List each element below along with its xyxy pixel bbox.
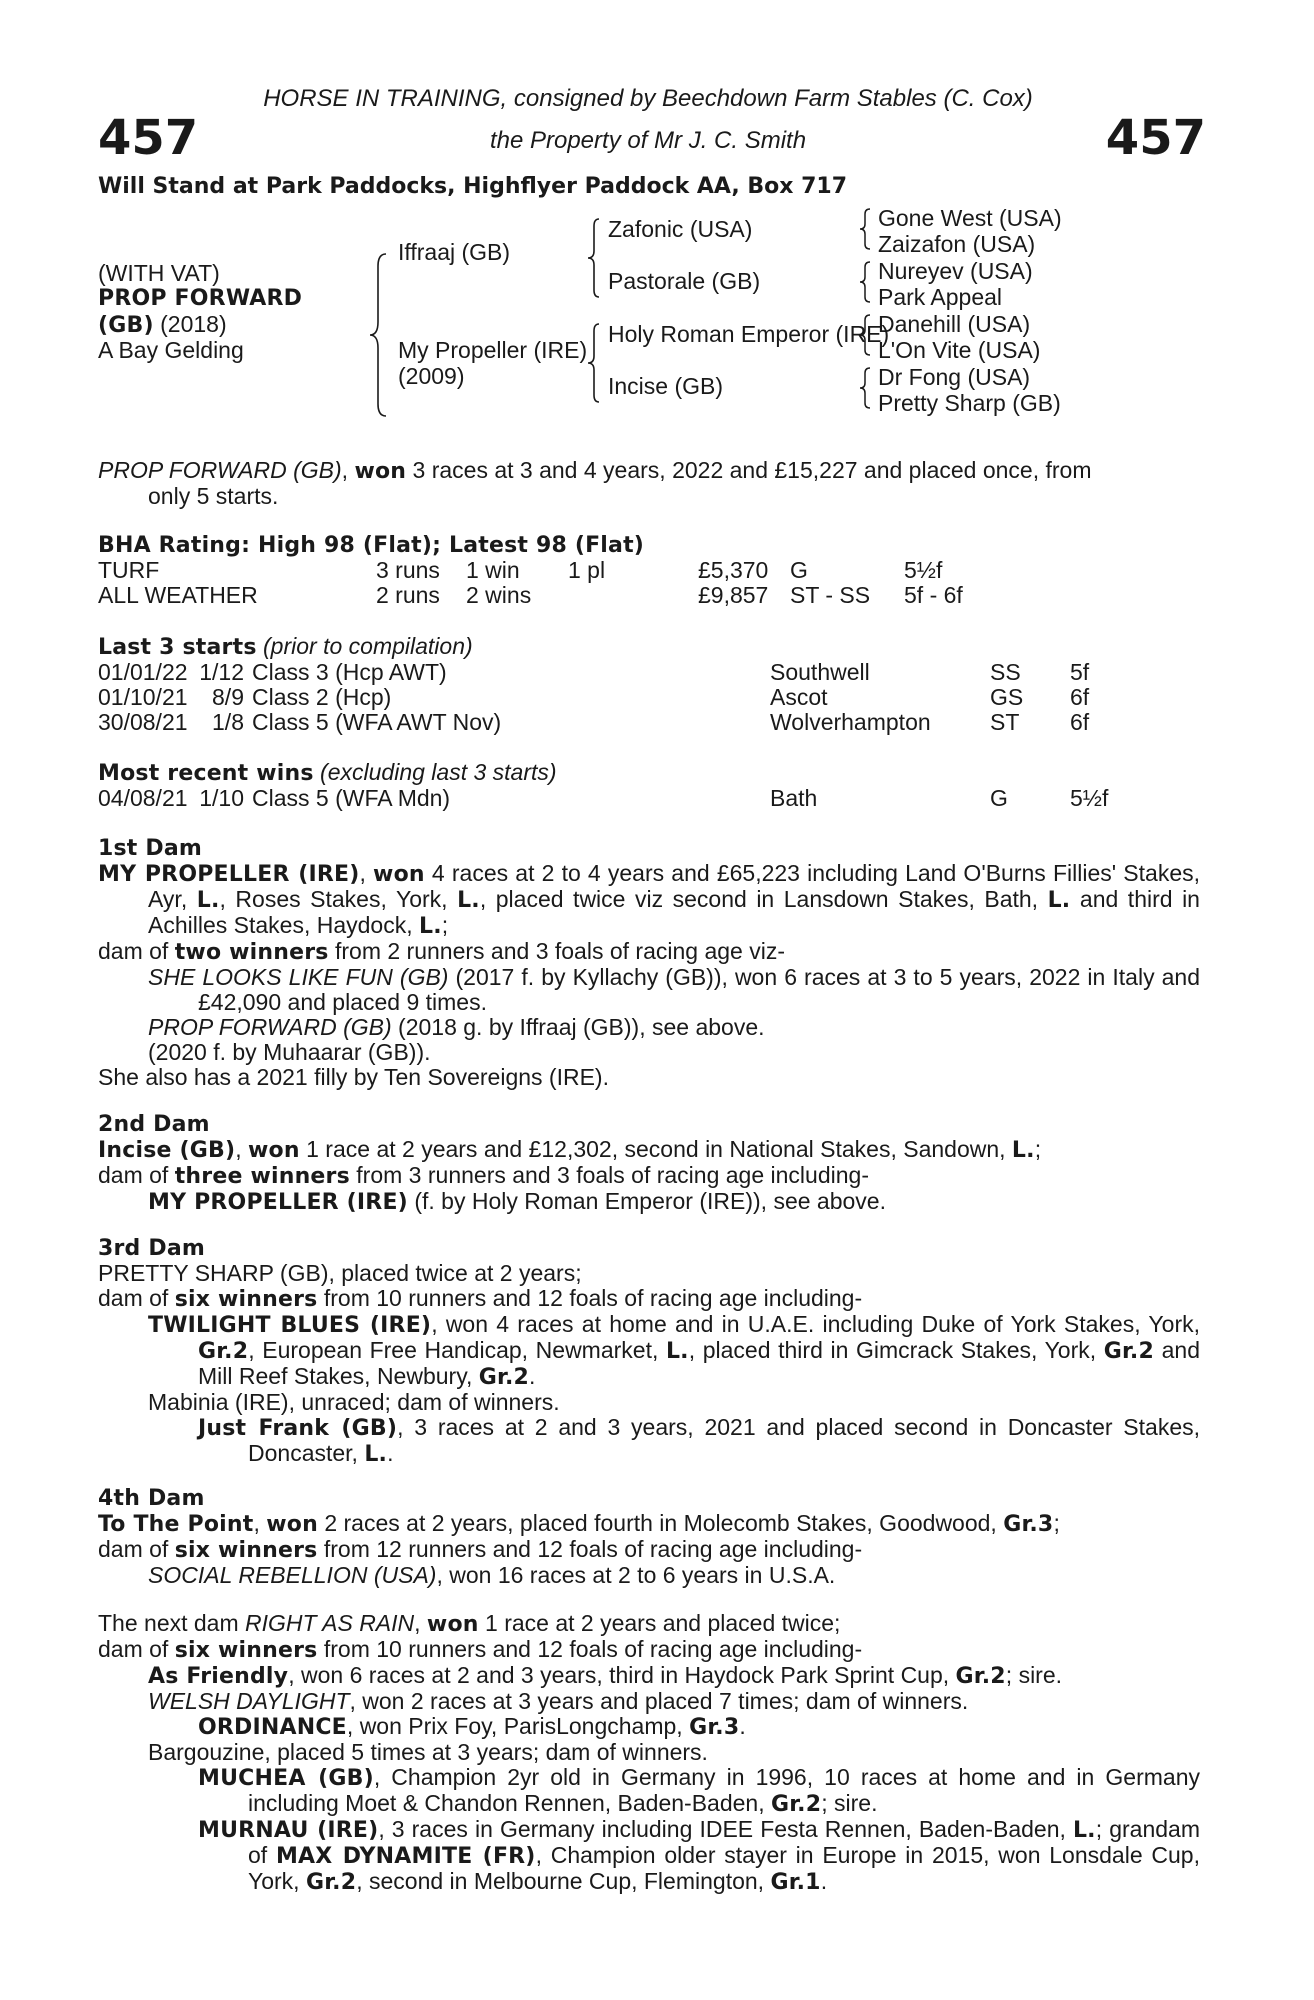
pedigree-brace-main: [368, 252, 390, 418]
recent-wins-section: Most recent wins (excluding last 3 starts) 04/08/21 1/10 Class 5 (WFA Mdn) Bath G 5½f: [98, 760, 1200, 811]
race-class: Class 5 (WFA Mdn): [252, 785, 451, 811]
gg-5: Danehill (USA): [878, 311, 1031, 337]
pedigree-brace-dam: [586, 322, 602, 404]
race-course: Wolverhampton: [770, 709, 931, 735]
dam: My Propeller (IRE): [398, 337, 588, 363]
sire: Iffraaj (GB): [398, 239, 511, 265]
gg-4: Park Appeal: [878, 284, 1003, 310]
race-course: Southwell: [770, 659, 870, 685]
rating-prize: £5,370: [698, 557, 769, 583]
rating-wins: 1 win: [466, 557, 520, 583]
dam-dam: Incise (GB): [608, 373, 724, 399]
horse-name: PROP FORWARD: [98, 286, 303, 311]
rating-table: [98, 558, 984, 608]
pedigree-brace-g1: [858, 207, 872, 251]
race-row: [98, 710, 1130, 735]
race-summary: PROP FORWARD (GB), won 3 races at 3 and 4 years, 2022 and £15,227 and placed once, from only 5 starts.: [98, 457, 1092, 509]
race-row: [98, 685, 1130, 710]
race-position: 1/12: [199, 659, 244, 685]
gg-3: Nureyev (USA): [878, 258, 1033, 284]
rating-surface: TURF: [98, 557, 160, 583]
race-going: GS: [990, 684, 1024, 710]
race-going: ST: [990, 709, 1020, 735]
gg-6: L'On Vite (USA): [878, 337, 1041, 363]
race-class: Class 5 (WFA AWT Nov): [252, 709, 502, 735]
recent-wins-table: [98, 786, 1130, 811]
catalogue-page: [98, 0, 1206, 2000]
gg-1: Gone West (USA): [878, 205, 1062, 231]
race-date: 01/10/21: [98, 684, 188, 710]
race-distance: 5½f: [1070, 785, 1109, 811]
stand-location: Will Stand at Park Paddocks, Highflyer Paddock AA, Box 717: [98, 174, 848, 199]
race-distance: 5f: [1070, 659, 1090, 685]
fourth-dam-section: 4th Dam To The Point, won 2 races at 2 years, placed fourth in Molecomb Stakes, Goodwood, Gr.3; dam of six winners from 12 runners and 12 foals of racing age including- SOCIAL REBELLION (USA), won 16 races at 2 to 6 years in U.S.A.: [98, 1486, 1060, 1588]
property-line: the Property of Mr J. C. Smith: [489, 127, 807, 154]
rating-runs: 2 runs: [376, 582, 440, 608]
race-position: 1/10: [199, 785, 244, 811]
race-date: 30/08/21: [98, 709, 188, 735]
pedigree-brace-sire: [586, 217, 602, 299]
next-dam-section: The next dam RIGHT AS RAIN, won 1 race at 2 years and placed twice; dam of six winners from 10 runners and 12 foals of racing age including- As Friendly, won 6 races at 2 and 3 years, third in Haydock Park Sprint Cup, Gr.2; sire. WELSH DAYLIGHT, won 2 races at 3 years and placed 7 times; dam of winners. ORDINANCE, won Prix Foy, ParisLongchamp, Gr.3. Bargouzine, placed 5 times at 3 years; dam of winners. MUCHEA (GB), Champion 2yr old in Germany in 1996, 10 races at home and in Germany including Moet & Chandon Rennen, Baden-Baden, Gr.2; sire. MURNAU (IRE), 3 races in Germany including IDEE Festa Rennen, Baden-Baden, L.; grandam of MAX DYNAMITE (FR), Champion older stayer in Europe in 2015, won Lonsdale Cup, York, Gr.2, second in Melbourne Cup, Flemington, Gr.1.: [98, 1610, 1200, 1895]
race-class: Class 2 (Hcp): [252, 684, 392, 710]
dam-year: (2009): [398, 363, 465, 389]
gg-7: Dr Fong (USA): [878, 364, 1031, 390]
rating-row: [98, 583, 984, 608]
race-date: 04/08/21: [98, 785, 188, 811]
rating-prize: £9,857: [698, 582, 769, 608]
last-starts-table: [98, 660, 1130, 735]
race-distance: 6f: [1070, 709, 1090, 735]
horse-name-year: (GB) (2018): [98, 311, 227, 338]
race-distance: 6f: [1070, 684, 1090, 710]
consignment-title: HORSE IN TRAINING, consigned by Beechdown Farm Stables (C. Cox): [263, 85, 1033, 112]
lot-number-right: 457: [1105, 110, 1206, 166]
pedigree-brace-g4: [858, 366, 872, 410]
race-position: 1/8: [212, 709, 244, 735]
rating-wins: 2 wins: [466, 582, 532, 608]
race-class: Class 3 (Hcp AWT): [252, 659, 447, 685]
pedigree-brace-g3: [858, 313, 872, 357]
rating-runs: 3 runs: [376, 557, 440, 583]
rating-distance: 5½f: [904, 557, 943, 583]
rating-distance: 5f - 6f: [904, 582, 963, 608]
pedigree-brace-g2: [858, 260, 872, 304]
sire-sire: Zafonic (USA): [608, 216, 753, 242]
lot-number-left: 457: [98, 110, 199, 166]
rating-section: [98, 533, 1200, 608]
race-date: 01/01/22: [98, 659, 188, 685]
rating-heading: BHA Rating: High 98 (Flat); Latest 98 (Flat): [98, 533, 645, 558]
rating-going: ST - SS: [790, 582, 871, 608]
sire-dam: Pastorale (GB): [608, 268, 761, 294]
race-course: Bath: [770, 785, 818, 811]
rating-placed: 1 pl: [568, 557, 606, 583]
race-position: 8/9: [212, 684, 244, 710]
rating-going: G: [790, 557, 808, 583]
rating-placed: [568, 583, 698, 608]
race-course: Ascot: [770, 684, 828, 710]
last-starts-section: Last 3 starts (prior to compilation) 01/01/22 1/12 Class 3 (Hcp AWT) Southwell SS 5f 01/10/21 8/9 Class 2 (Hcp) Ascot GS 6f 30/08/21 1/8 Class 5 (WFA AWT Nov) Wolverhampton ST 6f: [98, 634, 1200, 735]
vat-note: (WITH VAT): [98, 260, 220, 286]
third-dam-section: 3rd Dam PRETTY SHARP (GB), placed twice at 2 years; dam of six winners from 10 runners and 12 foals of racing age including- TWILIGHT BLUES (IRE), won 4 races at home and in U.A.E. including Duke of York Stakes, York, Gr.2, European Free Handicap, Newmarket, L., placed third in Gimcrack Stakes, York, Gr.2 and Mill Reef Stakes, Newbury, Gr.2. Mabinia (IRE), unraced; dam of winners. Just Frank (GB), 3 races at 2 and 3 years, 2021 and placed second in Doncaster Stakes, Doncaster, L..: [98, 1236, 1200, 1467]
pedigree-table: [98, 205, 1208, 425]
horse-description: A Bay Gelding: [98, 337, 244, 363]
rating-row: [98, 558, 984, 583]
first-dam-section: 1st Dam MY PROPELLER (IRE), won 4 races at 2 to 4 years and £65,223 including Land O'Burns Fillies' Stakes, Ayr, L., Roses Stakes, York, L., placed twice viz second in Lansdown Stakes, Bath, L. and third in Achilles Stakes, Haydock, L.; dam of two winners from 2 runners and 3 foals of racing age viz- SHE LOOKS LIKE FUN (GB) (2017 f. by Kyllachy (GB)), won 6 races at 3 to 5 years, 2022 in Italy and £42,090 and placed 9 times. PROP FORWARD (GB) (2018 g. by Iffraaj (GB)), see above. (2020 f. by Muhaarar (GB)). She also has a 2021 filly by Ten Sovereigns (IRE).: [98, 836, 1201, 1090]
gg-8: Pretty Sharp (GB): [878, 390, 1061, 416]
race-row: [98, 786, 1130, 811]
rating-surface: ALL WEATHER: [98, 582, 258, 608]
race-row: [98, 660, 1130, 685]
race-going: SS: [990, 659, 1021, 685]
race-going: G: [990, 785, 1008, 811]
dam-sire: Holy Roman Emperor (IRE): [608, 321, 890, 347]
second-dam-section: 2nd Dam Incise (GB), won 1 race at 2 years and £12,302, second in National Stakes, Sandown, L.; dam of three winners from 3 runners and 3 foals of racing age including- MY PROPELLER (IRE) (f. by Holy Roman Emperor (IRE)), see above.: [98, 1112, 1042, 1215]
gg-2: Zaizafon (USA): [878, 231, 1036, 257]
